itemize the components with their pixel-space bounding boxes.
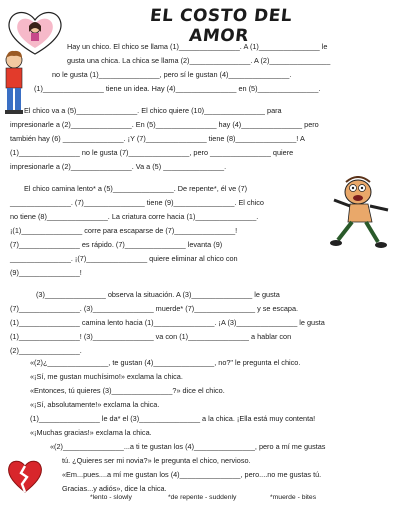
paragraph-3-line: no tiene (8)_______________. La criatura corre hacia (1)_______________. [10,212,259,221]
dialogue-line: Gracias...y adiós», dice la chica. [62,484,167,493]
paragraph-3-line: _______________. ¡(7)_______________ quiere eliminar al chico con [10,254,238,263]
paragraph-1-line: Hay un chico. El chico se llama (1)_______________. A (1)_______________ le [67,42,328,51]
running-monster-illustration [328,176,396,254]
glossary-item: *muerde - bites [270,494,317,501]
paragraph-2-line: impresionarle a (2)_______________. En (5)_______________ hay (4)_______________ pero [10,120,319,129]
dialogue-line: «Entonces, tú quieres (3)_______________?» dice el chico. [30,386,225,395]
paragraph-3-line: El chico camina lento* a (5)_______________. De repente*, él ve (7) [24,184,248,193]
broken-heart-icon [6,458,44,494]
paragraph-4-line: (1)_______________ camina lento hacia (1)_______________. ¡A (3)_______________ le gusta [10,318,325,327]
paragraph-4-line: (3)_______________ observa la situación. A (3)_______________ le gusta [36,290,280,299]
dialogue-line: «¡Sí, me gustan muchísimo!» exclama la chica. [30,372,183,381]
dialogue-line: «¡Sí, absolutamente!» exclama la chica. [30,400,160,409]
paragraph-1-line: no le gusta (1)_______________, pero sí le gustan (4)_______________. [52,70,292,79]
paragraph-1-line: gusta una chica. La chica se llama (2)_______________. A (2)_______________ [67,56,331,65]
page-title: EL COSTO DEL AMOR [148,6,294,46]
paragraph-3-line: (9)_______________! [10,268,82,277]
glossary-item: *de repente - suddenly [168,494,237,501]
paragraph-2-line: impresionarle a (2)_______________. Va a (5) _______________. [10,162,227,171]
dialogue-line: «Em...pues....a mí me gustan los (4)_______________, pero....no me gustas tú. [62,470,322,479]
paragraph-3-line: ¡(1)_______________ corre para escaparse de (7)_______________! [10,226,238,235]
dialogue-line: «(2)¿_______________, te gustan (4)_______________, no?" le pregunta el chico. [30,358,301,367]
paragraph-2-line: El chico va a (5)_______________. El chico quiere (10)_______________ para [24,106,282,115]
paragraph-4-line: (2)_______________. [10,346,82,355]
dialogue-line: «(2)_______________...a ti te gustan los (4)_______________, pero a mí me gustas [50,442,326,451]
paragraph-3-line: _______________. (7)_______________ tiene (9)_______________. El chico [10,198,264,207]
dialogue-line: (1)_______________ le da* el (3)_______________ a la chica. ¡Ella está muy contenta! [30,414,316,423]
glossary-item: *lento - slowly [90,494,132,501]
paragraph-2-line: (1)_______________ no le gusta (7)_______________, pero _______________ quiere [10,148,294,157]
paragraph-4-line: (7)_______________. (3)_______________ muerde* (7)_______________ y se escapa. [10,304,299,313]
paragraph-1-line: (1)_______________ tiene un idea. Hay (4)_______________ en (5)_______________. [34,84,321,93]
paragraph-2-line: también hay (6) _______________. ¡Y (7)_______________ tiene (8)_______________! A [10,134,305,143]
dialogue-line: «¡Muchas gracias!» exclama la chica. [30,428,152,437]
paragraph-4-line: (1)_______________! (3)_______________ va con (1)_______________ a hablar con [10,332,292,341]
paragraph-3-line: (7)_______________ es rápido. (7)_______________ levanta (9) [10,240,223,249]
dialogue-line: tú. ¿Quieres ser mi novia?» le pregunta el chico, nervioso. [62,456,251,465]
